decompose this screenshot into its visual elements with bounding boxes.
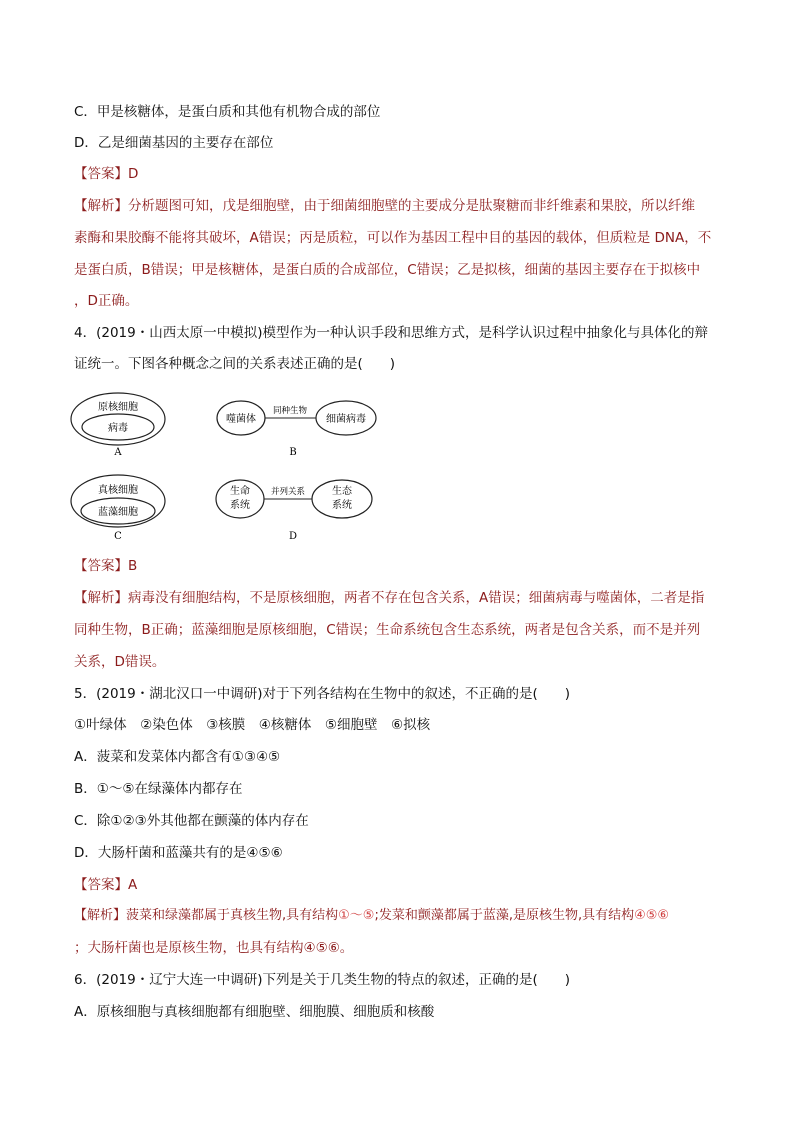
- diagram-d-relation: 并列关系: [270, 487, 306, 497]
- q6-option-a: A．原核细胞与真核细胞都有细胞壁、细胞膜、细胞质和核酸: [74, 1004, 435, 1020]
- q3-option-c: C．甲是核糖体，是蛋白质和其他有机物合成的部位: [74, 104, 381, 120]
- q4-stem-line-1: 4．(2019・山西太原一中模拟)模型作为一种认识手段和思维方式，是科学认识过程中抽象化与具体化的辩: [74, 325, 708, 341]
- q5-stem: 5．(2019・湖北汉口一中调研)对于下列各结构在生物中的叙述，不正确的是( ): [74, 686, 571, 702]
- diagram-b-right: 细菌病毒: [326, 414, 366, 425]
- analysis-text: 分析题图可知，戊是细胞壁，由于细菌细胞壁的主要成分是肽聚糖而非纤维素和果胶，所以纤维: [128, 198, 695, 214]
- analysis-tag: 【解析】: [74, 590, 128, 606]
- analysis-highlight: ④⑤⑥: [634, 908, 670, 923]
- diagram-a-label: A: [114, 447, 122, 458]
- analysis-text: 病毒没有细胞结构，不是原核细胞，两者不存在包含关系，A错误；细菌病毒与噬菌体，二者是指: [128, 590, 705, 606]
- q3-analysis-line-1: [74, 196, 695, 216]
- q5-analysis-line-2: ；大肠杆菌也是原核生物，也具有结构④⑤⑥。: [74, 940, 354, 956]
- q4-stem-line-2: 证统一。下图各种概念之间的关系表述正确的是( ): [74, 356, 396, 372]
- analysis-text: 菠菜和绿藻都属于真核生物,具有结构: [126, 908, 339, 923]
- q3-analysis-line-3: 是蛋白质，B错误；甲是核糖体，是蛋白质的合成部位，C错误；乙是拟核，细菌的基因主要存在于拟核中: [74, 262, 701, 278]
- q3-option-d: D．乙是细菌基因的主要存在部位: [74, 135, 274, 151]
- diagram-a: [71, 393, 165, 458]
- answer-value: A: [128, 877, 138, 893]
- q3-analysis-line-2: 素酶和果胶酶不能将其破坏，A错误；丙是质粒，可以作为基因工程中目的基因的载体，但质粒是 DNA，不: [74, 230, 712, 246]
- q5-items: ①叶绿体 ②染色体 ③核膜 ④核糖体 ⑤细胞壁 ⑥拟核: [74, 717, 431, 733]
- q4-analysis-line-3: 关系，D错误。: [74, 654, 166, 670]
- q6-stem: 6．(2019・辽宁大连一中调研)下列是关于几类生物的特点的叙述，正确的是( ): [74, 972, 571, 988]
- diagram-b-label: B: [289, 447, 297, 458]
- diagram-d-label: D: [288, 531, 298, 542]
- diagram-d-right-2: 系统: [332, 500, 352, 511]
- diagram-b-left: 噬菌体: [226, 414, 256, 425]
- diagram-c: [71, 475, 165, 542]
- diagram-b: [217, 401, 376, 458]
- analysis-text: ;发菜和颤藻都属于蓝藻,是原核生物,具有结构: [374, 908, 635, 923]
- q3-answer: [74, 164, 138, 184]
- answer-tag: 【答案】: [74, 166, 128, 182]
- q5-answer: [74, 875, 137, 895]
- q5-option-a: A．菠菜和发菜体内都含有①③④⑤: [74, 749, 281, 765]
- q5-option-d: D．大肠杆菌和蓝藻共有的是④⑤⑥: [74, 845, 283, 861]
- answer-tag: 【答案】: [74, 558, 128, 574]
- diagram-d-right-1: 生态: [332, 486, 352, 497]
- q4-answer: [74, 556, 137, 576]
- diagram-b-relation: 同种生物: [272, 406, 308, 416]
- diagram-c-inner: 蓝藻细胞: [98, 507, 138, 518]
- answer-value: D: [128, 166, 139, 182]
- q5-option-b: B．①～⑤在绿藻体内都存在: [74, 781, 243, 797]
- diagram-a-inner: 病毒: [108, 423, 128, 434]
- concept-diagram: [60, 388, 380, 548]
- answer-value: B: [128, 558, 138, 574]
- q5-analysis-line-1: [74, 906, 669, 926]
- diagram-d-left-1: 生命: [230, 486, 250, 497]
- q4-analysis-line-1: [74, 588, 704, 608]
- answer-tag: 【答案】: [74, 877, 128, 893]
- diagram-c-label: C: [114, 531, 122, 542]
- diagram-c-outer: 真核细胞: [98, 485, 138, 496]
- diagram-d-left-2: 系统: [230, 500, 250, 511]
- diagram-a-outer: 原核细胞: [98, 402, 138, 413]
- q3-analysis-line-4: ，D正确。: [74, 293, 139, 309]
- q4-analysis-line-2: 同种生物，B正确；蓝藻细胞是原核细胞，C错误；生命系统包含生态系统，两者是包含关系，而不是并列: [74, 622, 701, 638]
- analysis-tag: 【解析】: [74, 908, 127, 923]
- q5-option-c: C．除①②③外其他都在颤藻的体内存在: [74, 813, 309, 829]
- analysis-highlight: ①～⑤: [338, 908, 375, 923]
- analysis-tag: 【解析】: [74, 198, 128, 214]
- diagram-d: [216, 480, 372, 542]
